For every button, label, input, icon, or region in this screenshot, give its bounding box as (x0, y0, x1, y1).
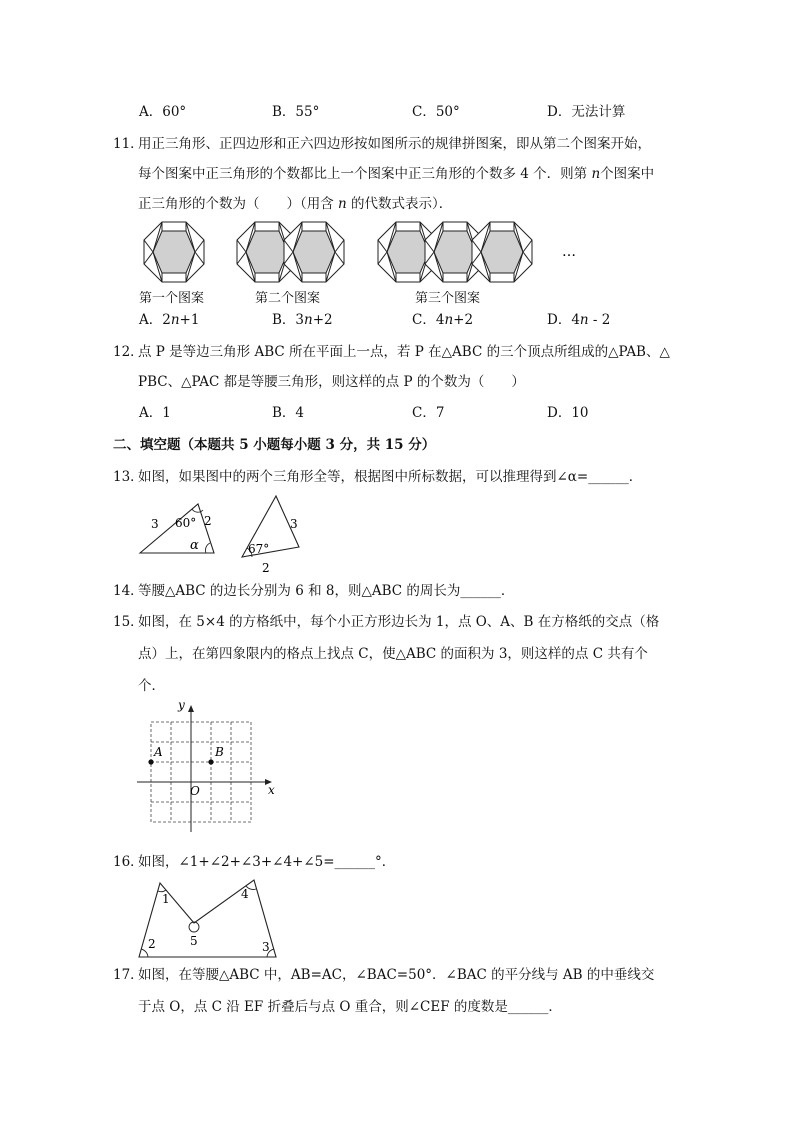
q11-option-a: A．2n+1 (139, 312, 200, 328)
q13-angle-arc-alpha (205, 543, 210, 553)
q16-label-2: 2 (148, 937, 156, 951)
q10-option-a: A．60° (139, 104, 187, 120)
q12-option-d: D．10 (547, 405, 589, 421)
q15-a-label: A (154, 745, 163, 759)
q16-label-1: 1 (162, 892, 170, 906)
q15-o-label: O (190, 784, 200, 798)
q12-option-c: C．7 (412, 405, 445, 421)
q10-option-b: B．55° (272, 104, 320, 120)
q15-y-label: y (178, 698, 185, 712)
q13-t1-angle: 60° (175, 516, 197, 530)
q15-y-arrow (188, 705, 194, 712)
q13-t1-alpha: α (190, 538, 199, 553)
q11-pattern-figure (0, 220, 794, 290)
q14-number: 14． (113, 583, 144, 599)
q10-option-d: D．无法计算 (547, 104, 626, 120)
q15-line1: 如图，在 5×4 的方格纸中，每个小正方形边长为 1，点 O、A、B 在方格纸的交点（格 (138, 614, 660, 630)
q13-t2-right: 3 (290, 517, 298, 531)
q12-option-a: A．1 (139, 405, 171, 421)
q12-line2: PBC、△PAC 都是等腰三角形，则这样的点 P 的个数为（ ） (138, 374, 525, 390)
q17-number: 17． (113, 967, 144, 983)
q13-angle-arc-60 (192, 509, 203, 512)
q11-caption-3: 第三个图案 (415, 291, 481, 306)
q16-label-3: 3 (262, 940, 270, 954)
q15-point-b (208, 759, 213, 764)
q15-x-label: x (268, 783, 275, 797)
q15-b-label: B (215, 745, 224, 759)
q13-t2-bottom: 2 (262, 561, 270, 575)
q12-number: 12． (113, 344, 144, 360)
q13-number: 13． (113, 469, 144, 485)
q11-line2: 每个图案中正三角形的个数都比上一个图案中正三角形的个数多 4 个．则第 n个图案中 (138, 166, 655, 182)
q17-line2: 于点 O，点 C 沿 EF 折叠后与点 O 重合，则∠CEF 的度数是______． (138, 999, 562, 1015)
q13-text: 如图，如果图中的两个三角形全等，根据图中所标数据，可以推理得到∠α=______． (138, 469, 643, 485)
q11-option-c: C．4n+2 (412, 312, 474, 328)
q10-option-c: C．50° (412, 104, 460, 120)
q15-line3: 个． (138, 678, 165, 694)
q15-number: 15． (113, 614, 144, 630)
q11-option-b: B．3n+2 (272, 312, 333, 328)
q11-caption-2: 第二个图案 (255, 291, 321, 306)
q16-arc-2 (141, 949, 148, 957)
q14-text: 等腰△ABC 的边长分别为 6 和 8，则△ABC 的周长为______． (138, 583, 515, 599)
q16-number: 16． (113, 854, 144, 870)
q16-text: 如图，∠1+∠2+∠3+∠4+∠5=______°． (138, 854, 396, 870)
q13-figure (0, 490, 794, 580)
q15-grid-figure (0, 695, 794, 835)
q15-point-a (148, 759, 153, 764)
q11-caption-1: 第一个图案 (139, 291, 205, 306)
section2-heading: 二、填空题（本题共 5 小题每小题 3 分，共 15 分） (113, 437, 436, 453)
pattern1-unit (144, 222, 204, 282)
pattern2-unit-2 (284, 222, 344, 282)
q15-grid-lines (151, 722, 251, 822)
q11-option-d: D．4n - 2 (547, 312, 611, 328)
q13-t1-right: 2 (204, 514, 212, 528)
pattern3-unit-3 (472, 222, 532, 282)
q11-line3: 正三角形的个数为（ ）（用含 n 的代数式表示）． (138, 196, 453, 212)
q16-label-5: 5 (190, 934, 198, 948)
q11-line1: 用正三角形、正四边形和正六四边形按如图所示的规律拼图案，即从第二个图案开始， (138, 136, 651, 152)
q13-t1-left: 3 (151, 517, 159, 531)
q12-line1: 点 P 是等边三角形 ABC 所在平面上一点，若 P 在△ABC 的三个顶点所组成的△PAB、△ (138, 344, 670, 360)
q15-line2: 点）上，在第四象限内的格点上找点 C，使△ABC 的面积为 3，则这样的点 C 共有个 (138, 646, 648, 662)
q11-number: 11． (113, 136, 144, 152)
q16-label-4: 4 (241, 887, 249, 901)
q13-t2-angle: 67° (248, 542, 270, 556)
q17-line1: 如图，在等腰△ABC 中，AB=AC，∠BAC=50°．∠BAC 的平分线与 AB 的中垂线交 (138, 967, 655, 983)
q12-option-b: B．4 (272, 405, 305, 421)
pattern-ellipsis: … (562, 244, 576, 260)
q16-figure (0, 875, 794, 965)
